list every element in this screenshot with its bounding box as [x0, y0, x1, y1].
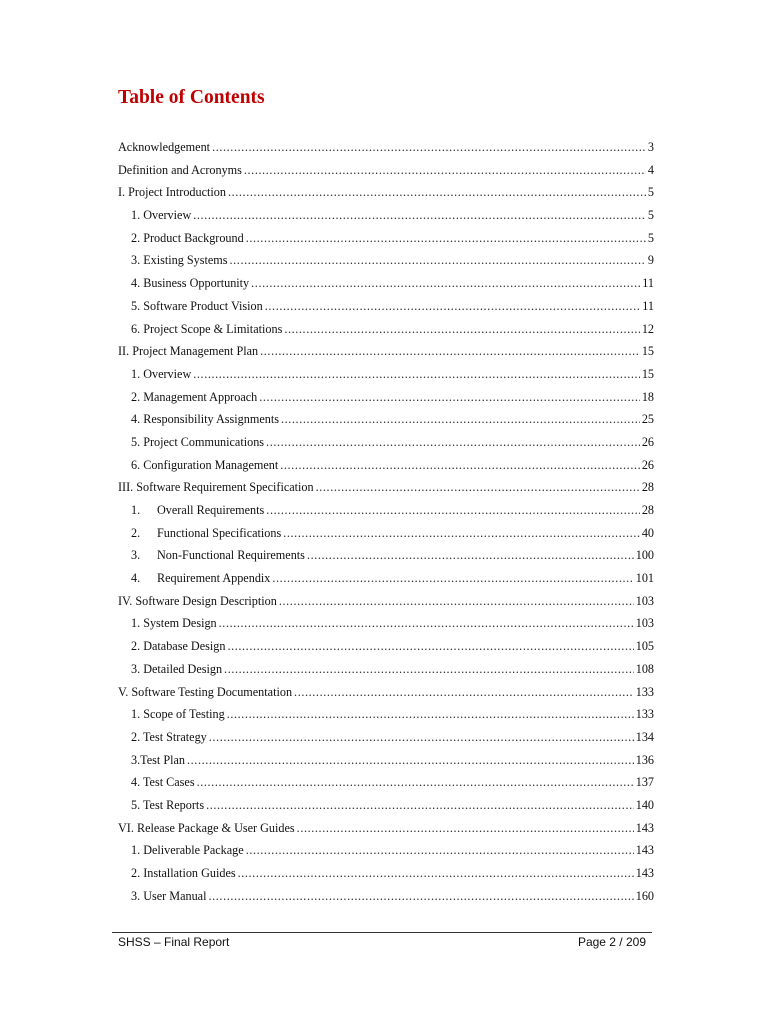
toc-entry-page: 108: [635, 661, 654, 676]
toc-dot-leader: [193, 363, 640, 386]
toc-entry[interactable]: [118, 136, 654, 159]
toc-entry-page: 100: [635, 548, 654, 563]
toc-entry-title: [131, 227, 244, 250]
toc-entry[interactable]: [118, 658, 654, 681]
toc-entry[interactable]: [118, 794, 654, 817]
toc-entry-title: [118, 590, 277, 613]
toc-dot-leader: [224, 658, 634, 681]
toc-entry-page: 11: [642, 298, 654, 313]
toc-entry[interactable]: [118, 204, 654, 227]
toc-entry-page: 5: [647, 230, 654, 245]
toc-entry[interactable]: [118, 703, 654, 726]
toc-dot-leader: [227, 635, 633, 658]
toc-entry[interactable]: [118, 363, 654, 386]
toc-entry-page: 15: [641, 366, 654, 381]
toc-entry[interactable]: [118, 862, 654, 885]
toc-entry-title: [131, 295, 263, 318]
toc-entry-title: [131, 658, 222, 681]
toc-entry-title: [131, 386, 257, 409]
toc-entry-label: 5. Test Reports: [131, 797, 205, 812]
toc-entry-label: 3. User Manual: [131, 888, 207, 903]
toc-entry-title: [131, 794, 204, 817]
toc-entry-title: [118, 159, 242, 182]
toc-dot-leader: [209, 726, 634, 749]
toc-entry[interactable]: [118, 544, 654, 567]
toc-entry[interactable]: [118, 295, 654, 318]
toc-entry[interactable]: [118, 590, 654, 613]
toc-entry[interactable]: [118, 612, 654, 635]
toc-entry-title: [131, 522, 281, 545]
toc-entry-label: 2. Database Design: [131, 639, 226, 654]
footer-report-title: SHSS – Final Report: [118, 935, 230, 949]
toc-entry-page: 11: [642, 276, 654, 291]
toc-entry-label: 2. Installation Guides: [131, 866, 236, 880]
toc-entry[interactable]: [118, 227, 654, 250]
toc-dot-leader: [283, 522, 640, 545]
toc-entry-title: [131, 839, 244, 862]
toc-title: Table of Contents: [118, 87, 265, 108]
toc-entry[interactable]: [118, 681, 654, 704]
toc-entry-page: 5: [647, 185, 654, 200]
toc-dot-leader: [280, 454, 640, 477]
toc-entry-label: Functional Specifications: [157, 525, 282, 540]
toc-entry-page: 9: [647, 253, 654, 268]
toc-entry-page: 143: [635, 820, 654, 835]
footer-page-number: Page 2 / 209: [577, 935, 646, 949]
toc-entry[interactable]: [118, 476, 654, 499]
toc-entry[interactable]: [118, 522, 654, 545]
toc-entry-label: 5. Software Product Vision: [131, 298, 263, 313]
toc-entry[interactable]: [118, 817, 654, 840]
toc-entry-page: 12: [641, 321, 654, 336]
toc-entry-page: 25: [641, 412, 654, 427]
toc-entry-title: [131, 499, 264, 522]
toc-entry-page: 3: [647, 140, 654, 154]
toc-entry-page: 5: [647, 208, 654, 223]
toc-entry-label: 6. Configuration Management: [131, 457, 279, 472]
toc-entry[interactable]: [118, 454, 654, 477]
toc-entry-title: [131, 544, 305, 567]
toc-entry-label: V. Software Testing Documentation: [118, 684, 293, 699]
toc-entry-label: 3.Test Plan: [131, 752, 185, 767]
toc-dot-leader: [260, 340, 640, 363]
toc-entry-page: 28: [641, 503, 654, 517]
toc-entry-number: 2.: [131, 525, 141, 540]
toc-dot-leader: [284, 318, 640, 341]
toc-dot-leader: [297, 817, 634, 840]
toc-entry-page: 105: [635, 639, 654, 654]
toc-entry-page: 143: [635, 866, 654, 880]
toc-entry-label: 4. Business Opportunity: [131, 276, 250, 291]
toc-entry[interactable]: [118, 771, 654, 794]
toc-entry-page: 40: [641, 525, 654, 540]
toc-dot-leader: [238, 862, 634, 885]
toc-entry[interactable]: [118, 726, 654, 749]
toc-entry-title: [131, 567, 270, 590]
toc-entry-title: [131, 612, 217, 635]
toc-dot-leader: [227, 703, 634, 726]
toc-entry-title: [131, 454, 278, 477]
toc-entry[interactable]: [118, 272, 654, 295]
toc-entry-page: 18: [641, 389, 654, 404]
toc-entry-label: 1. Overview: [131, 366, 192, 381]
toc-dot-leader: [272, 567, 633, 590]
toc-entry-label: 2. Management Approach: [131, 389, 258, 404]
toc-entry-title: [131, 862, 236, 885]
toc-entry-title: [131, 885, 206, 908]
toc-entry-number: 3.: [131, 548, 141, 563]
toc-entry-label: 3. Existing Systems: [131, 253, 228, 268]
toc-entry-title: [118, 817, 295, 840]
toc-entry-title: [131, 726, 207, 749]
toc-entry-label: 2. Test Strategy: [131, 729, 207, 744]
toc-dot-leader: [279, 590, 634, 613]
toc-entry-label: Non-Functional Requirements: [157, 548, 305, 563]
toc-entry-title: [131, 749, 185, 772]
toc-dot-leader: [316, 476, 640, 499]
toc-entry-title: [131, 204, 191, 227]
toc-entry[interactable]: [118, 408, 654, 431]
toc-entry-label: 1. Overview: [131, 208, 192, 223]
toc-dot-leader: [187, 749, 634, 772]
toc-entry-page: 133: [635, 684, 654, 699]
toc-entry[interactable]: [118, 181, 654, 204]
toc-entry-page: 101: [635, 571, 654, 586]
toc-entry-label: Overall Requirements: [157, 503, 265, 517]
toc-entry-page: 160: [635, 888, 654, 903]
toc-entry-title: [131, 272, 249, 295]
toc-entry[interactable]: [118, 567, 654, 590]
toc-entry-title: [131, 703, 225, 726]
toc-entry-label: 1. Scope of Testing: [131, 707, 225, 722]
toc-dot-leader: [266, 499, 640, 522]
toc-dot-leader: [246, 227, 646, 250]
toc-dot-leader: [259, 386, 640, 409]
toc-entry-label: 3. Detailed Design: [131, 661, 223, 676]
toc-dot-leader: [230, 249, 646, 272]
footer-divider: [112, 932, 652, 933]
toc-entry[interactable]: [118, 340, 654, 363]
toc-entry-title: [131, 635, 225, 658]
toc-dot-leader: [246, 839, 634, 862]
toc-entry-page: 28: [641, 480, 654, 495]
toc-entry-page: 103: [635, 616, 654, 631]
toc-dot-leader: [244, 159, 646, 182]
toc-entry-number: 1.: [131, 503, 141, 517]
toc-entry-number: 4.: [131, 571, 141, 586]
toc-entry[interactable]: [118, 839, 654, 862]
toc-dot-leader: [265, 295, 641, 318]
toc-entry-title: [118, 181, 226, 204]
toc-entry-label: 4. Test Cases: [131, 775, 195, 790]
toc-entry-page: 134: [635, 729, 654, 744]
toc-entry-page: 26: [641, 434, 654, 449]
toc-entry-title: [131, 408, 279, 431]
toc-entry-label: II. Project Management Plan: [118, 344, 259, 359]
toc-dot-leader: [193, 204, 646, 227]
toc-entry-page: 133: [635, 707, 654, 722]
toc-entry-label: VI. Release Package & User Guides: [118, 820, 295, 835]
toc-entry[interactable]: [118, 635, 654, 658]
toc-entry-page: 4: [647, 162, 654, 177]
toc-entry-title: [131, 249, 228, 272]
toc-entry-title: [131, 363, 191, 386]
toc-entry-label: Definition and Acronyms: [118, 162, 242, 177]
toc-entry[interactable]: [118, 159, 654, 182]
toc-dot-leader: [208, 885, 633, 908]
toc-dot-leader: [212, 136, 646, 159]
toc-entry-label: 5. Project Communications: [131, 434, 265, 449]
toc-entry-label: 4. Responsibility Assignments: [131, 412, 279, 427]
toc-dot-leader: [219, 612, 634, 635]
toc-entry-page: 15: [641, 344, 654, 359]
toc-entry-page: 143: [635, 843, 654, 858]
toc-entry-title: [118, 340, 258, 363]
toc-entry[interactable]: [118, 885, 654, 908]
toc-entry-label: 6. Project Scope & Limitations: [131, 321, 283, 336]
toc-entry-page: 26: [641, 457, 654, 472]
toc-entry-label: III. Software Requirement Specification: [118, 480, 314, 495]
toc-entry-label: Requirement Appendix: [157, 571, 271, 586]
toc-entry-page: 136: [635, 752, 654, 767]
toc-entry-label: I. Project Introduction: [118, 185, 226, 200]
toc-dot-leader: [307, 544, 634, 567]
toc-entry[interactable]: [118, 499, 654, 522]
toc-entry-page: 137: [635, 775, 654, 790]
toc-dot-leader: [197, 771, 634, 794]
toc-dot-leader: [294, 681, 634, 704]
toc-entry-title: [131, 771, 195, 794]
toc-entry-title: [131, 431, 264, 454]
toc-dot-leader: [228, 181, 646, 204]
toc-dot-leader: [206, 794, 634, 817]
toc-entry[interactable]: [118, 749, 654, 772]
toc-entry-title: [118, 136, 210, 159]
toc-entry-title: [118, 476, 314, 499]
toc-entry[interactable]: [118, 431, 654, 454]
toc-entry-label: 1. System Design: [131, 616, 217, 631]
toc-entry[interactable]: [118, 386, 654, 409]
toc-entry-label: 2. Product Background: [131, 230, 244, 245]
toc-list: [118, 136, 654, 907]
toc-entry-title: [131, 318, 282, 341]
toc-entry-title: [118, 681, 292, 704]
toc-entry-page: 140: [635, 797, 654, 812]
toc-entry[interactable]: [118, 318, 654, 341]
toc-dot-leader: [266, 431, 640, 454]
toc-entry-label: Acknowledgement: [118, 140, 211, 154]
toc-entry-label: 1. Deliverable Package: [131, 843, 244, 858]
toc-entry[interactable]: [118, 249, 654, 272]
toc-entry-page: 103: [635, 593, 654, 608]
toc-dot-leader: [251, 272, 640, 295]
toc-entry-label: IV. Software Design Description: [118, 593, 277, 608]
toc-dot-leader: [281, 408, 640, 431]
